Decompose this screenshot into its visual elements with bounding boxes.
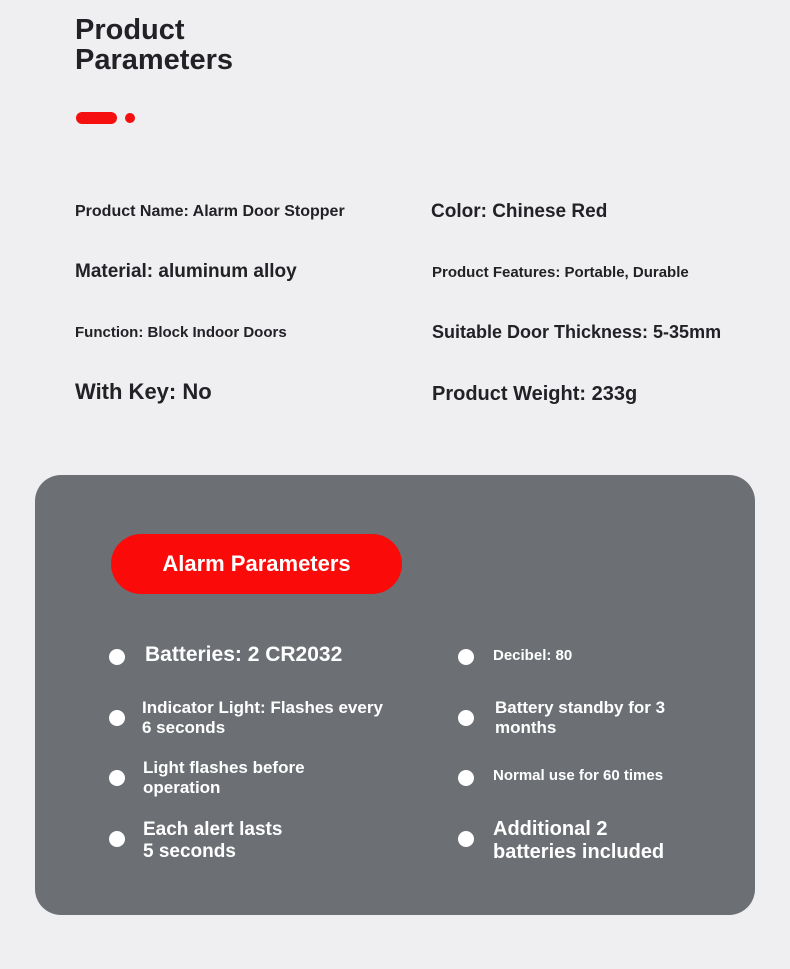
- alarm-item-text: 6 seconds: [142, 718, 226, 737]
- alarm-item-standby: [495, 698, 665, 738]
- accent-bar: [76, 112, 117, 124]
- param-weight: Product Weight: 233g: [432, 383, 638, 405]
- alarm-item-text: 5 seconds: [143, 841, 236, 862]
- bullet-dot-icon: [458, 649, 474, 665]
- bullet-dot-icon: [109, 710, 125, 726]
- param-door-thickness: Suitable Door Thickness: 5-35mm: [432, 322, 722, 342]
- alarm-item-text: operation: [143, 778, 221, 797]
- accent-dot: [125, 113, 135, 123]
- param-color: Color: Chinese Red: [431, 201, 608, 222]
- param-product-name: Product Name: Alarm Door Stopper: [75, 203, 345, 220]
- title-line-1: Product: [75, 14, 185, 46]
- alarm-item-text: batteries included: [493, 841, 665, 863]
- alarm-item-text: Decibel: 80: [493, 647, 573, 664]
- alarm-title-badge: Alarm Parameters: [111, 534, 402, 594]
- alarm-item-batteries: [145, 642, 342, 668]
- alarm-item-decibel: [493, 647, 572, 665]
- alarm-item-text: Normal use for 60 times: [493, 767, 664, 784]
- param-with-key: With Key: No: [75, 379, 212, 404]
- alarm-item-light-flashes: [143, 758, 305, 798]
- bullet-dot-icon: [458, 770, 474, 786]
- bullet-dot-icon: [458, 710, 474, 726]
- alarm-item-text: Light flashes before: [143, 758, 305, 777]
- param-features: Product Features: Portable, Durable: [432, 264, 689, 281]
- param-material: Material: aluminum alloy: [75, 261, 297, 282]
- bullet-dot-icon: [109, 831, 125, 847]
- alarm-item-text: Battery standby for 3: [495, 698, 666, 717]
- alarm-item-text: Each alert lasts: [143, 819, 283, 840]
- title-line-2: Parameters: [75, 44, 233, 76]
- page-title: [75, 15, 355, 75]
- alarm-item-extra-batteries: [493, 818, 664, 864]
- bullet-dot-icon: [109, 770, 125, 786]
- param-function: Function: Block Indoor Doors: [75, 324, 287, 341]
- alarm-item-text: Batteries: 2 CR2032: [145, 643, 343, 666]
- bullet-dot-icon: [458, 831, 474, 847]
- alarm-item-text: months: [495, 718, 557, 737]
- alarm-item-indicator-light: [142, 698, 383, 738]
- alarm-item-text: Indicator Light: Flashes every: [142, 698, 383, 717]
- bullet-dot-icon: [109, 649, 125, 665]
- alarm-item-normal-use: [493, 767, 663, 785]
- alarm-item-text: Additional 2: [493, 818, 608, 840]
- alarm-item-alert-duration: [143, 819, 282, 863]
